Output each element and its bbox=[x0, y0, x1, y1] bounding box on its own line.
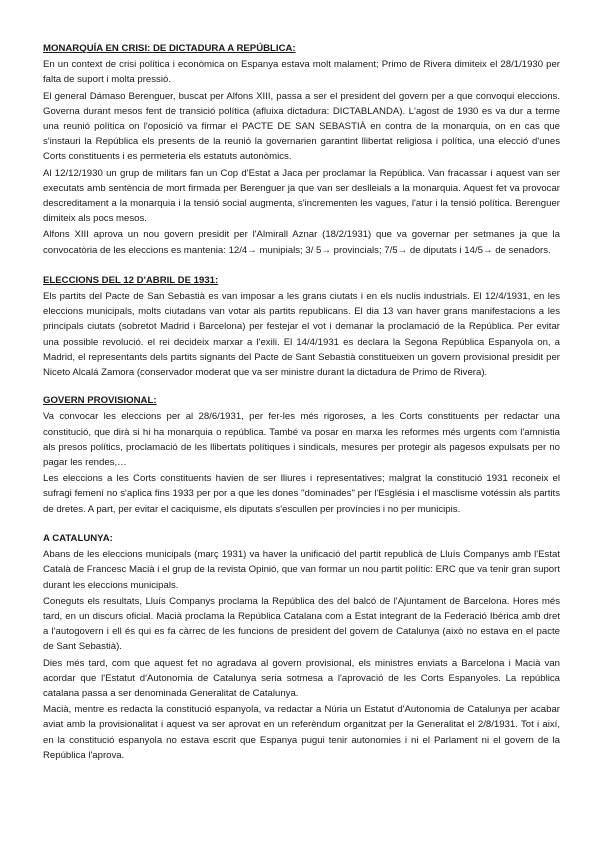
section-catalunya bbox=[43, 531, 560, 763]
paragraph: Al 12/12/1930 un grup de militars fan un Cop d'Estat a Jaca per proclamar la República. Van fracassar i aquest van ser executats amb sentència de mort firmada per Berenguer ja que van ser deslleials a la monarquia. Aquest fet va provocar descreditament a la monarquia i la tensió social augmenta, s'incrementen les vagues, l'atur i la tensió política. Berenguer dimiteix als pocs mesos. bbox=[43, 167, 560, 225]
spacer bbox=[43, 518, 560, 531]
spacer bbox=[43, 259, 560, 273]
section-heading: A CATALUNYA: bbox=[43, 532, 113, 544]
section-monarquia bbox=[43, 41, 560, 258]
section-eleccions bbox=[43, 273, 560, 380]
section-govern-provisional bbox=[43, 393, 560, 517]
paragraph: Va convocar les eleccions per al 28/6/1931, per fer-les més rigoroses, a les Corts constituents per redactar una constitució, que dirà si hi ha monarquia o república. També va posar en marxa les reformes més urgents com l'amnistia als presos polítics, proclamació de les llibertats polítiques i sindicals, mesures per protegir als pagesos expulsats per no pagar les rendes,… bbox=[43, 411, 560, 469]
spacer bbox=[43, 381, 560, 393]
paragraph: Els partits del Pacte de San Sebastià es van imposar a les grans ciutats i en els nuclis industrials. El 12/4/1931, en les eleccions municipals, molts ciutadans van votar als partits republicans. El dia 13 van haver grans manifestacions a les principals ciutats (sobretot Madrid i Barcelona) per festejar el vot i demanar la proclamació de la República. Per evitar una possible revolució. el rei decideix marxar a l'exili. El 14/4/1931 es declara la Segona República Espanyola on, a Madrid, el representants dels partits signants del Pacte de Sant Sebastià constitueixen un govern provisional presidit per Niceto Alcalá Zamora (conservador moderat que va ser ministre durant la dictadura de Primo de Rivera). bbox=[43, 291, 560, 379]
paragraph: Les eleccions a les Corts constituents havien de ser lliures i representatives; malgrat la constitució 1931 reconeix el sufragi femení no s'aplica fins 1933 per por a que les dones "dominades" per l'Església i el masclisme votéssin als partits de dretes. A part, per evitar el caciquisme, els diputats s'escullen per províncies i no per municipis. bbox=[43, 473, 560, 515]
section-heading: GOVERN PROVISIONAL: bbox=[43, 395, 157, 407]
section-heading: MONARQUÍA EN CRISI: DE DICTADURA A REPÚBLICA: bbox=[43, 43, 296, 54]
section-heading: ELECCIONS DEL 12 D'ABRIL DE 1931: bbox=[43, 274, 219, 286]
paragraph: Abans de les eleccions municipals (març 1931) va haver la unificació del partit republicà de Lluís Companys amb l'Estat Català de Francesc Macià i el grup de la revista Opinió, que van formar un nou partit polític: ERC que va tenir gran suport durant les eleccions municipals. bbox=[43, 549, 560, 591]
paragraph: Alfons XIII aprova un nou govern presidit per l'Almirall Aznar (18/2/1931) que va governar per setmanes ja que la convocatòria de les eleccions es mantenia: 12/4→ munipials; 3/ 5→ provincials; 7/5→ de diputats i 14/5→ de senadors. bbox=[43, 229, 560, 256]
paragraph: En un context de crisi política i econòmica on Espanya estava molt malament; Primo de Rivera dimiteix el 28/1/1930 per falta de suport i molta pressió. bbox=[43, 59, 560, 86]
paragraph: El general Dámaso Berenguer, buscat per Alfons XIII, passa a ser el president del govern per a que convoqui eleccions. Governa durant mesos fent de transició política (afluixa dictadura: DICTABLANDA). L'agost de 1930 es va dur a terme una reunió política on l'oposició va firmar el PACTE DE SAN SEBASTIÀ en contra de la monarquia, on en cas que s'instauri la República els presents de la reunió la governarien garantint llibertat religiosa i política, una elecció d'unes Corts constituents i es permeteria els estatuts autonòmics. bbox=[43, 90, 560, 163]
paragraph: Coneguts els resultats, Lluís Companys proclama la República des del balcó de l'Ajuntament de Barcelona. Hores més tard, en un discurs oficial. Macià proclama la República Catalana com a Estat integrant de la Federació Ibèrica amb dret a l'autogovern i ell és qui es fa càrrec de les funcions de president del govern de Catalunya (això no estava en el pacte de Sant Sebastià). bbox=[43, 595, 560, 653]
paragraph: Macià, mentre es redacta la constitució espanyola, va redactar a Núria un Estatut d'Autonomia de Catalunya per acabar aviat amb la provisionalitat i aquest va ser aprovat en un referèndum organitzat per la Generalitat el 2/8/1931. Tot i així, en la constitució espanyola no estava escrit que Espanya pugui tenir autonomies i ni el Parlament ni el govern de la República l'aprova. bbox=[43, 704, 560, 761]
paragraph: Dies més tard, com que aquest fet no agradava al govern provisional, els ministres enviats a Barcelona i Macià van acordar que l'Estatut d'Autonomia de Catalunya seria sotmesa a l'aprovació de les Corts Espanyoles. La república catalana passa a ser denominada Generalitat de Catalunya. bbox=[43, 657, 560, 699]
